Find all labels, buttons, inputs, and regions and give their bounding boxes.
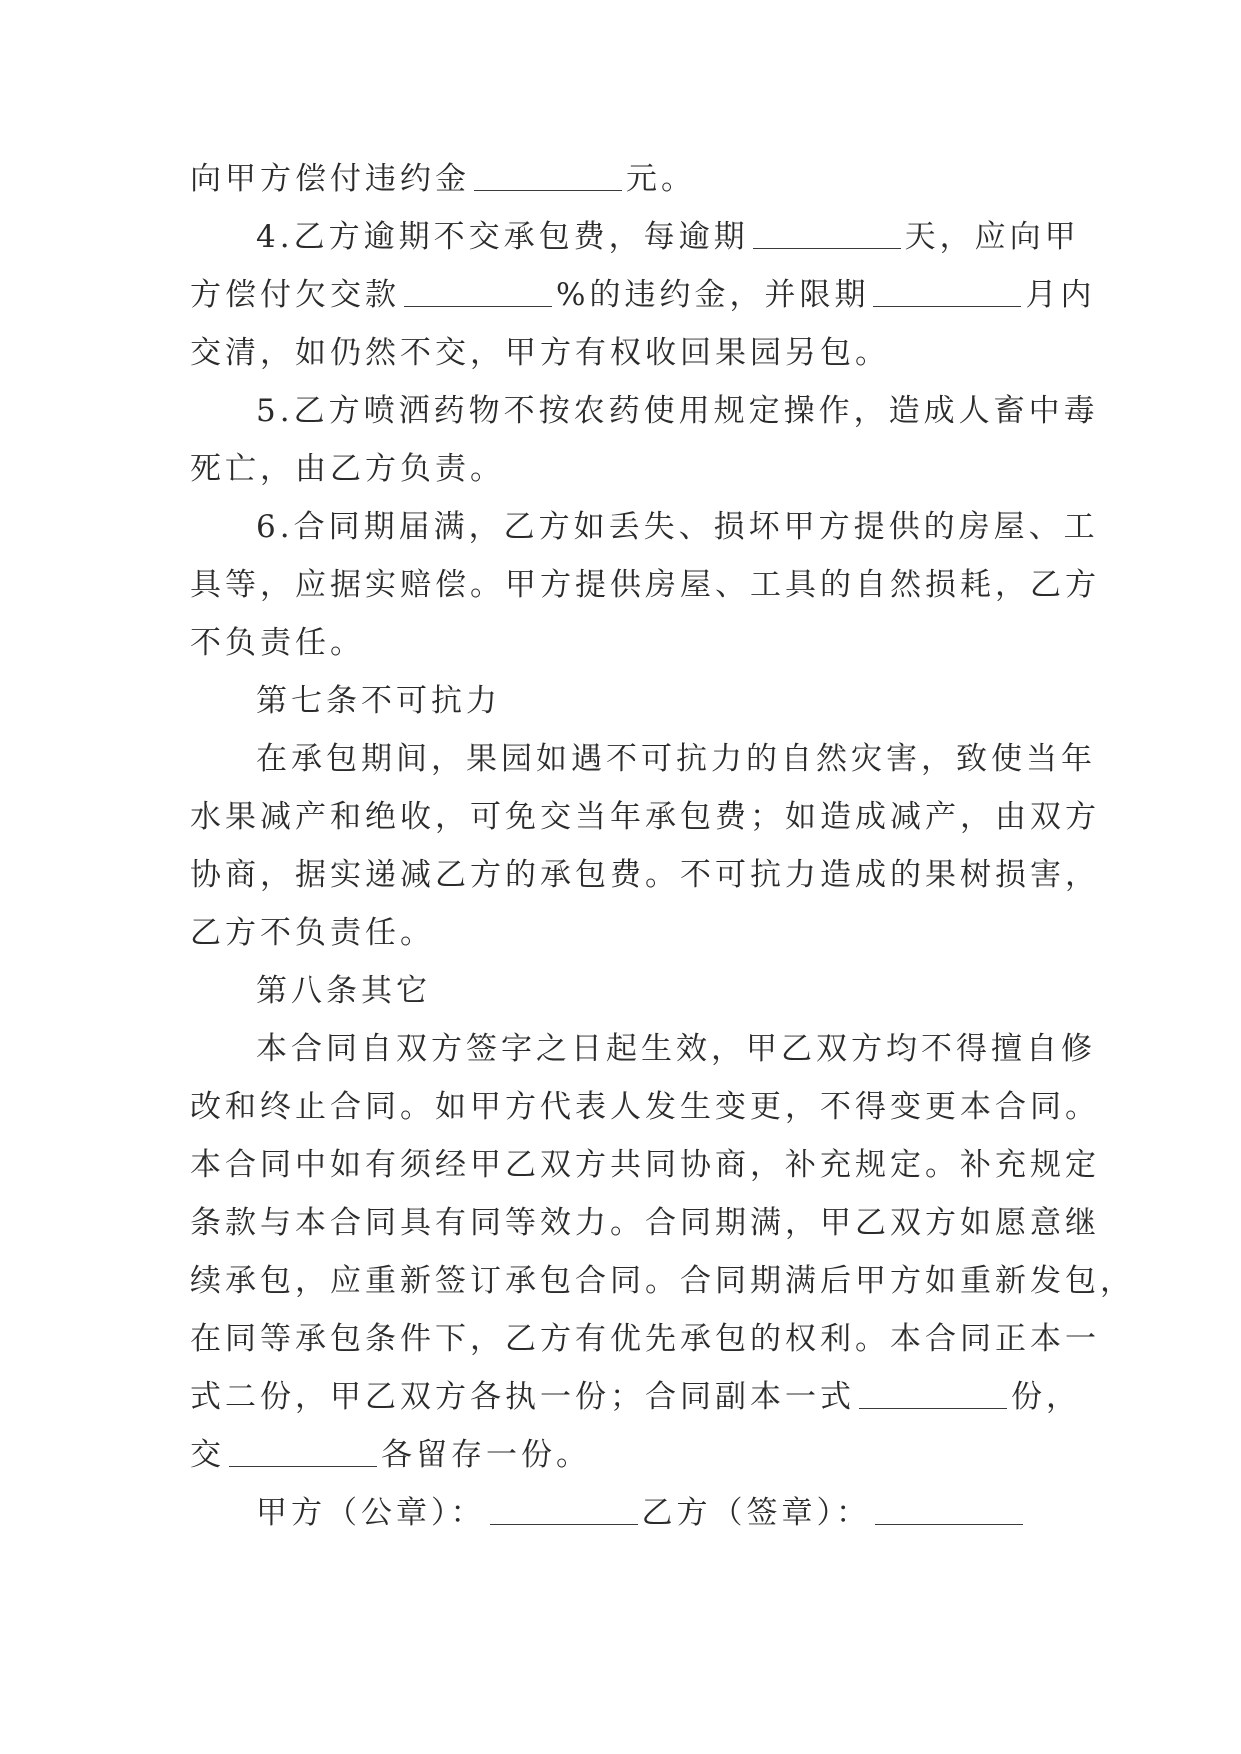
text-segment: 本合同中如有须经甲乙双方共同协商，补充规定。补充规定	[190, 1147, 1100, 1183]
text-line	[190, 1078, 1100, 1136]
party-a-label: 甲方（公章）：	[256, 1495, 486, 1531]
text-line	[190, 904, 1070, 962]
text-segment: 乙方不负责任。	[190, 915, 435, 951]
fill-blank	[873, 305, 1021, 307]
text-segment: 本合同自双方签字之日起生效，甲乙双方均不得擅自修	[256, 1031, 1096, 1067]
text-line	[190, 730, 1096, 788]
text-segment: 在承包期间，果园如遇不可抗力的自然灾害，致使当年	[256, 741, 1096, 777]
text-segment: 协商，据实递减乙方的承包费。不可抗力造成的果树损害，	[190, 857, 1100, 893]
text-segment: 交清，如仍然不交，甲方有权收回果园另包。	[190, 335, 890, 371]
text-segment: 改和终止合同。如甲方代表人发生变更，不得变更本合同。	[190, 1089, 1100, 1125]
text-line	[190, 672, 1070, 730]
text-line	[190, 1194, 1100, 1252]
text-segment: 条款与本合同具有同等效力。合同期满，甲乙双方如愿意继	[190, 1205, 1100, 1241]
text-segment: 4.乙方逾期不交承包费，每逾期	[256, 219, 749, 255]
text-line	[190, 1310, 1100, 1368]
party-a-blank	[490, 1523, 638, 1525]
text-segment: 向甲方偿付违约金	[190, 161, 470, 197]
text-line	[190, 1368, 1081, 1426]
text-line	[190, 1426, 1070, 1484]
text-line	[190, 556, 1100, 614]
text-line	[190, 1136, 1100, 1194]
text-line	[190, 440, 1070, 498]
text-segment: 第七条不可抗力	[256, 683, 501, 719]
text-line	[190, 382, 1099, 440]
contract-text	[190, 150, 1135, 1484]
text-segment: %的违约金，并限期	[556, 277, 870, 313]
text-line	[190, 846, 1100, 904]
text-segment: 式二份，甲乙双方各执一份；合同副本一式	[190, 1379, 855, 1415]
text-segment: 天，应向甲	[904, 219, 1080, 255]
fill-blank	[229, 1465, 377, 1467]
text-segment: 死亡，由乙方负责。	[190, 451, 505, 487]
text-segment: 水果减产和绝收，可免交当年承包费；如造成减产，由双方	[190, 799, 1100, 835]
text-line	[190, 788, 1100, 846]
text-line	[190, 498, 1099, 556]
text-segment: 月内	[1025, 277, 1096, 313]
text-line	[190, 150, 1070, 208]
document-page	[190, 150, 1135, 1542]
text-segment: 交	[190, 1437, 225, 1473]
text-segment: 元。	[626, 161, 696, 197]
text-segment: 5.乙方喷洒药物不按农药使用规定操作，造成人畜中毒	[256, 393, 1099, 429]
fill-blank	[474, 189, 622, 191]
text-line	[190, 962, 1070, 1020]
text-segment: 各留存一份。	[381, 1437, 591, 1473]
text-line	[190, 266, 1096, 324]
text-line	[190, 614, 1070, 672]
text-segment: 份，	[1011, 1379, 1081, 1415]
text-segment: 6.合同期届满，乙方如丢失、损坏甲方提供的房屋、工	[256, 509, 1099, 545]
party-b-blank	[875, 1523, 1023, 1525]
fill-blank	[753, 247, 901, 249]
text-segment: 第八条其它	[256, 973, 431, 1009]
text-segment: 续承包，应重新签订承包合同。合同期满后甲方如重新发包，	[190, 1263, 1135, 1299]
party-b-label: 乙方（签章）：	[641, 1495, 871, 1531]
fill-blank	[404, 305, 552, 307]
text-segment: 不负责任。	[190, 625, 365, 661]
signature-line	[190, 1484, 1070, 1542]
text-segment: 方偿付欠交款	[190, 277, 400, 313]
fill-blank	[859, 1407, 1007, 1409]
text-segment: 在同等承包条件下，乙方有优先承包的权利。本合同正本一	[190, 1321, 1100, 1357]
text-line	[190, 208, 1080, 266]
text-line	[190, 1020, 1096, 1078]
text-line	[190, 1252, 1135, 1310]
text-line	[190, 324, 1070, 382]
text-segment: 具等，应据实赔偿。甲方提供房屋、工具的自然损耗，乙方	[190, 567, 1100, 603]
